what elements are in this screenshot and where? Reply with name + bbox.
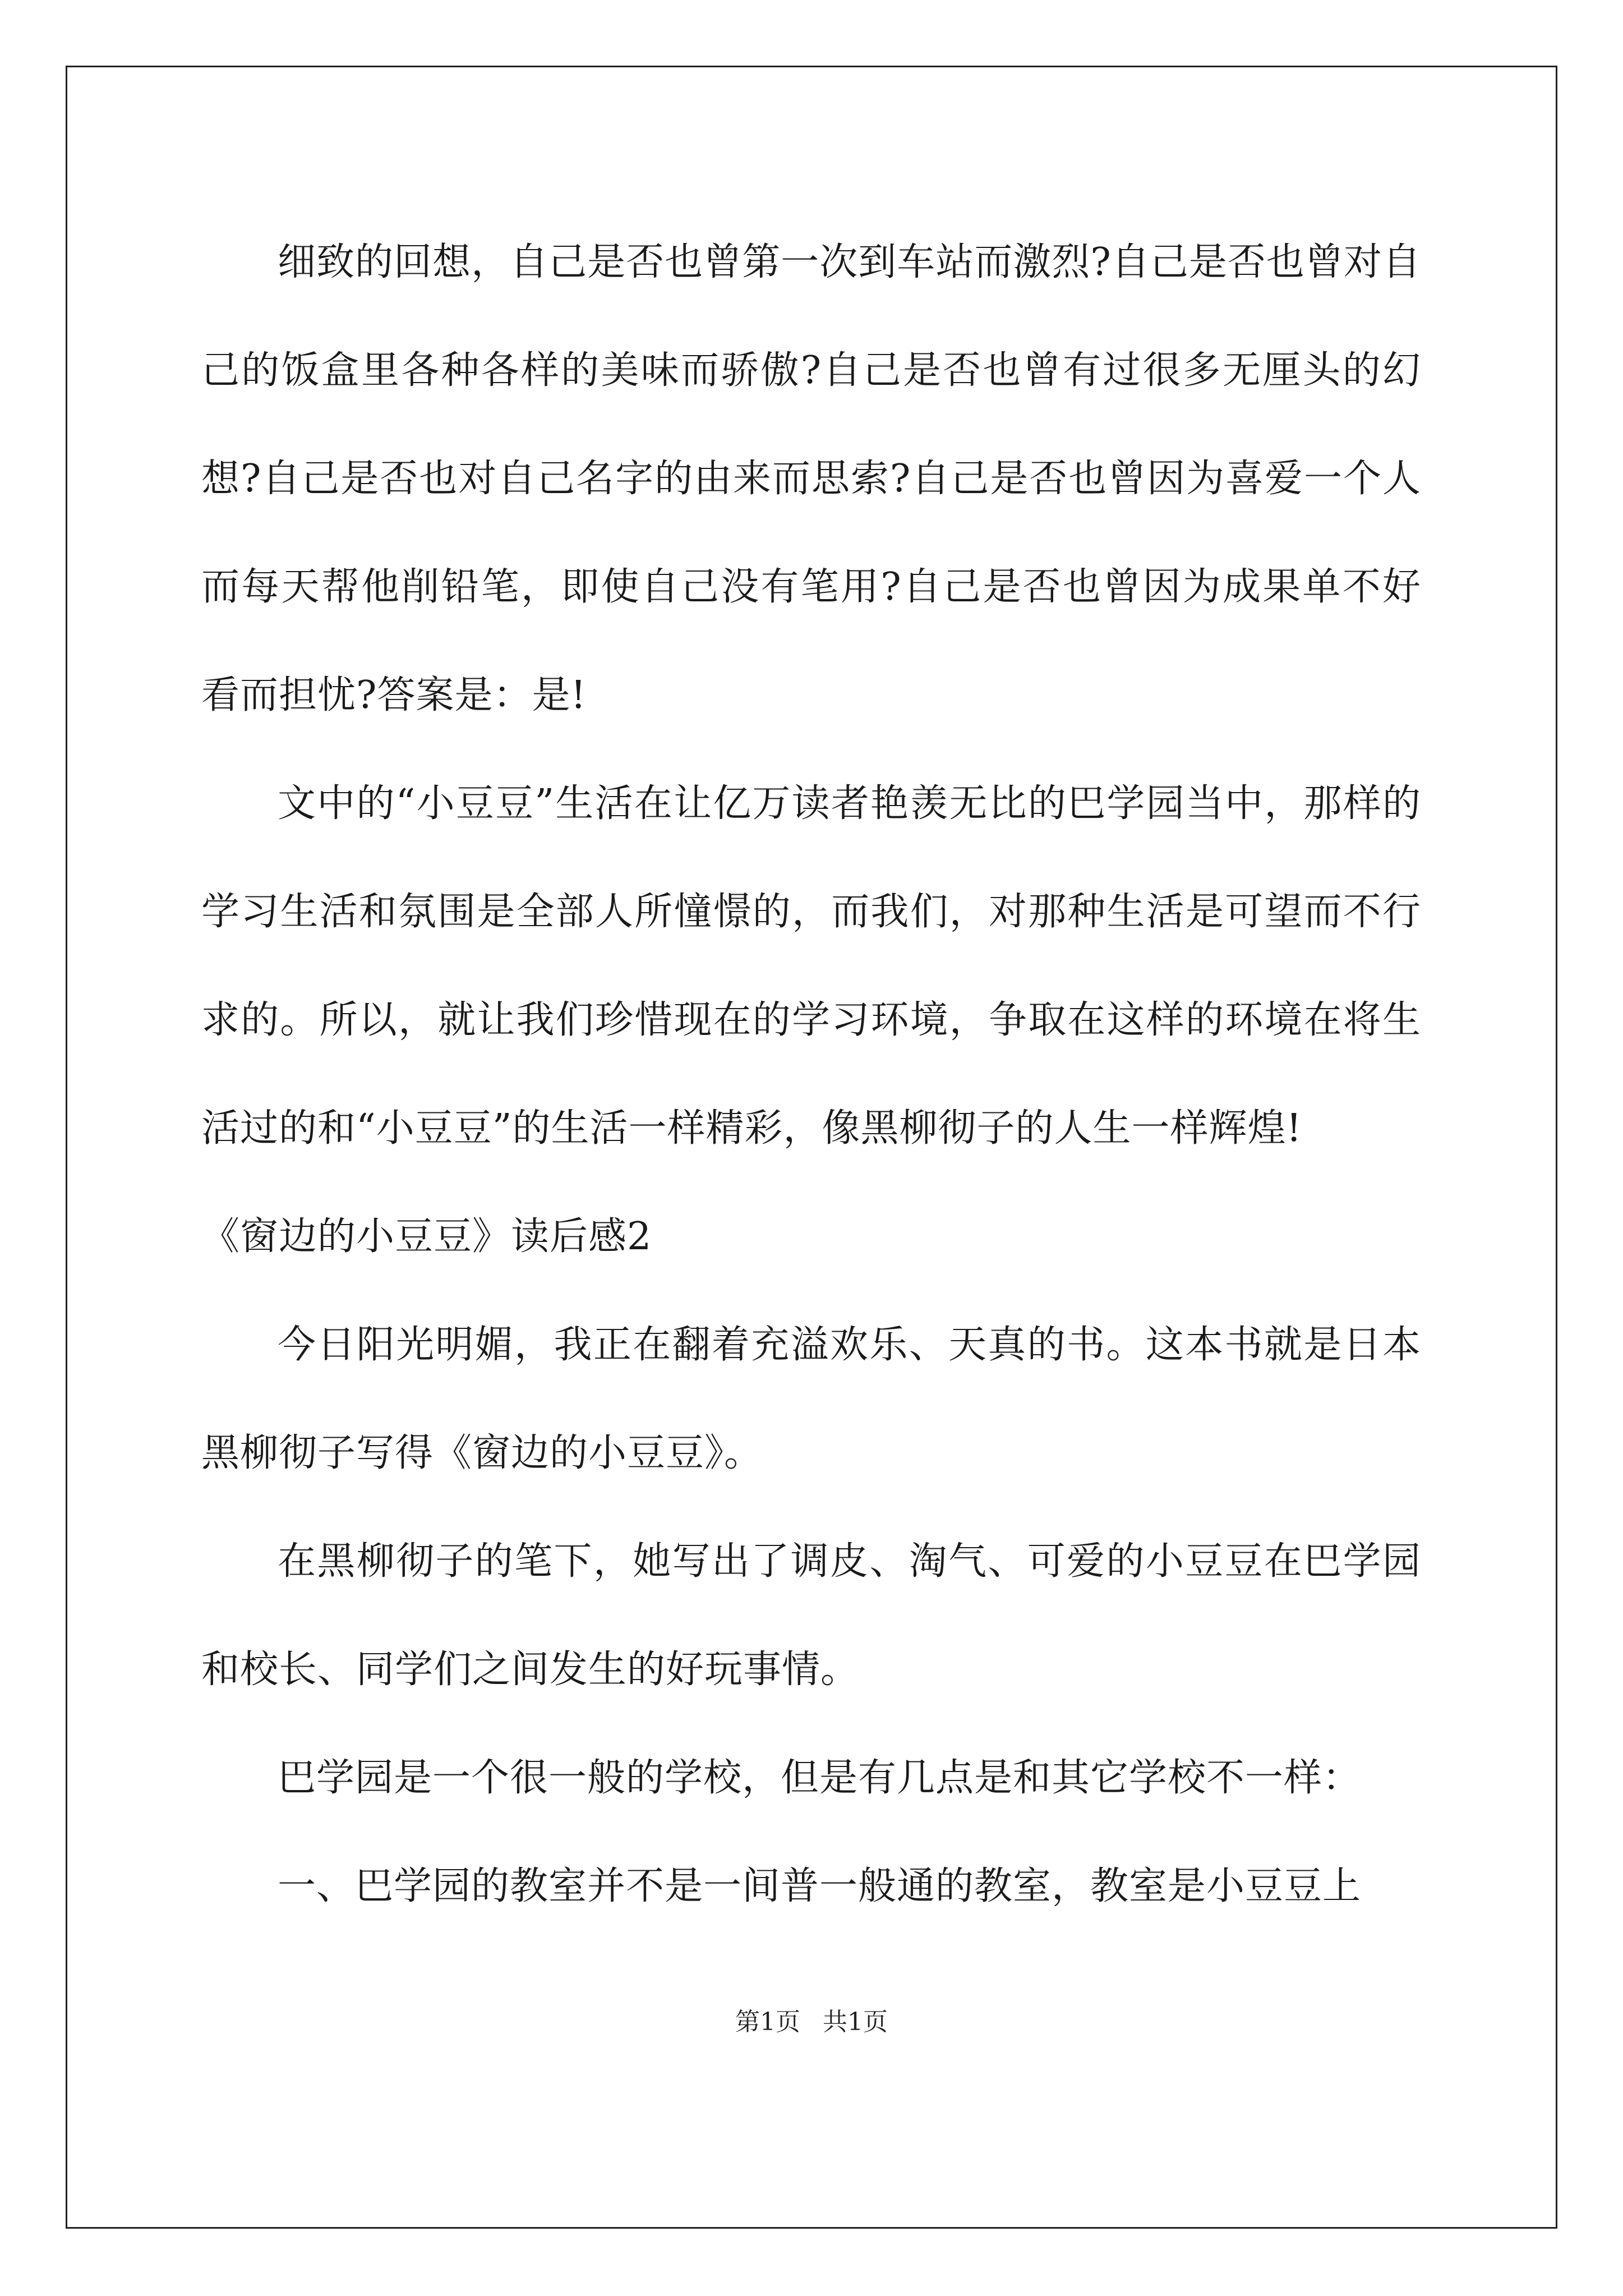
page-total: 共1页 [823,2008,888,2036]
page-current: 第1页 [735,2008,800,2036]
paragraph-2: 文中的“小豆豆”生活在让亿万读者艳羡无比的巴学园当中，那样的学习生活和氛围是全部人所憧憬的，而我们，对那种生活是可望而不行求的。所以，就让我们珍惜现在的学习环境，争取在这样的环境在将生活过的和“小豆豆”的生活一样精彩，像黑柳彻子的人生一样辉煌! [201,781,1421,1151]
paragraph-5: 巴学园是一个很一般的学校，但是有几点是和其它学校不一样： [278,1756,1362,1800]
section-heading: 《窗边的小豆豆》读后感2 [201,1214,652,1259]
paragraph-4: 在黑柳彻子的笔下，她写出了调皮、淘气、可爱的小豆豆在巴学园和校长、同学们之间发生的好玩事情。 [201,1539,1421,1692]
paragraph-3: 今日阳光明媚，我正在翻着充溢欢乐、天真的书。这本书就是日本黑柳彻子写得《窗边的小豆豆》。 [201,1323,1421,1475]
document-body [201,208,1421,1940]
paragraph-6: 一、巴学园的教室并不是一间普一般通的教室，教室是小豆豆上 [278,1864,1362,1908]
page-footer [0,2005,1623,2039]
paragraph-1: 细致的回想，自己是否也曾第一次到车站而激烈?自己是否也曾对自己的饭盒里各种各样的美味而骄傲?自己是否也曾有过很多无厘头的幻想?自己是否也对自己名字的由来而思索?自己是否也曾因为喜爱一个人而每天帮他削铅笔，即使自己没有笔用?自己是否也曾因为成果单不好看而担忧?答案是：是! [201,240,1421,717]
